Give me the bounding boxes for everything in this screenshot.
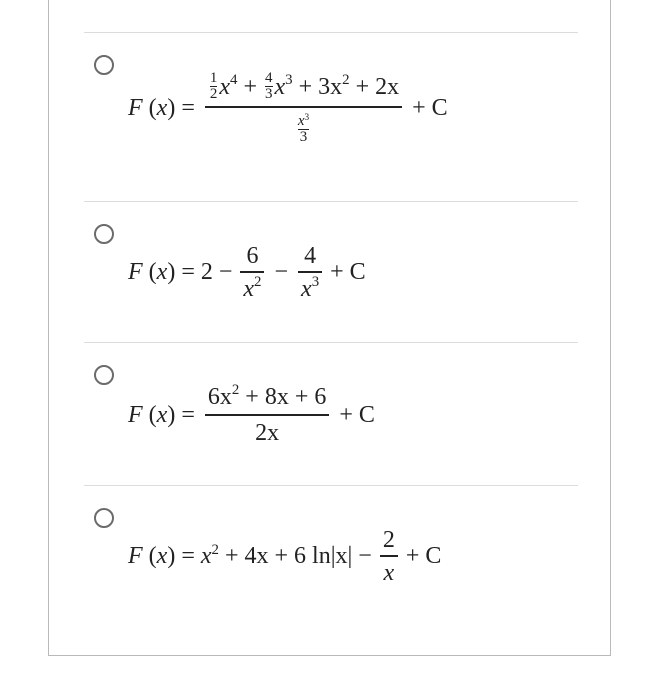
answer-choice-d[interactable] — [84, 485, 578, 626]
den-3: 3 — [265, 86, 273, 102]
term-2x: + 2x — [355, 73, 400, 100]
frac-x3-over-3 — [298, 114, 309, 145]
radio-button-a[interactable] — [94, 55, 114, 75]
frac-four-thirds — [265, 71, 273, 102]
constant-term: + C — [339, 401, 375, 428]
plus: + — [243, 73, 257, 100]
var-x: x — [274, 73, 286, 100]
fraction-6-over-x2 — [240, 244, 264, 301]
answer-expression-b — [128, 244, 366, 301]
answer-expression-c — [128, 382, 375, 446]
num-4: 4 — [265, 70, 273, 86]
frac-one-half — [210, 71, 218, 102]
answer-choice-a[interactable] — [84, 32, 578, 201]
denominator: x $^2$ — [243, 273, 262, 302]
constant-term: + C — [330, 259, 366, 286]
lhs: F (x) = — [128, 543, 201, 570]
denominator: x $^3$ — [301, 273, 320, 302]
answer-choice-b[interactable] — [84, 201, 578, 342]
lhs: F (x) = — [128, 401, 195, 428]
num-1: 1 — [209, 70, 218, 86]
main-fraction — [205, 382, 330, 446]
den-2: 2 — [209, 86, 218, 102]
term-3x: + 3x — [298, 73, 343, 100]
fraction-4-over-x3 — [298, 244, 322, 301]
numerator: 6 — [246, 243, 259, 269]
denominator: 2x — [255, 419, 280, 446]
var-x: x — [219, 73, 231, 100]
den-3: 3 — [299, 128, 308, 145]
var-x: x — [297, 112, 305, 129]
numerator: 6x $^2$ + 8x + 6 — [207, 382, 327, 410]
radio-button-d[interactable] — [94, 508, 114, 528]
numerator: 1 2 x $^4$ + 4 3 x $^3$ + 3x $^2$ + 2x — [209, 70, 400, 102]
numerator: 4 — [304, 243, 317, 269]
expression-body: + 4x + 6 ln|x| − — [218, 543, 372, 570]
constant-term: + C — [405, 543, 442, 570]
main-fraction — [205, 71, 402, 145]
answer-expression-d: F (x) = x $^2$ + 4x + 6 ln|x| − $\frac{2}{x}$ + C — [128, 527, 442, 586]
answer-expression-a — [128, 71, 448, 145]
lhs: F (x) = 2 − — [128, 259, 233, 286]
lhs: F (x) = — [128, 94, 195, 121]
denominator — [293, 108, 314, 145]
fraction-2-over-x: $\frac{2}{x}$ — [380, 528, 398, 585]
radio-button-c[interactable] — [94, 365, 114, 385]
answer-choice-c[interactable] — [84, 342, 578, 485]
radio-button-b[interactable] — [94, 224, 114, 244]
exp-3: 3 — [304, 113, 310, 124]
question-card — [48, 0, 611, 656]
constant-term: + C — [412, 94, 448, 121]
minus: − — [274, 259, 289, 286]
